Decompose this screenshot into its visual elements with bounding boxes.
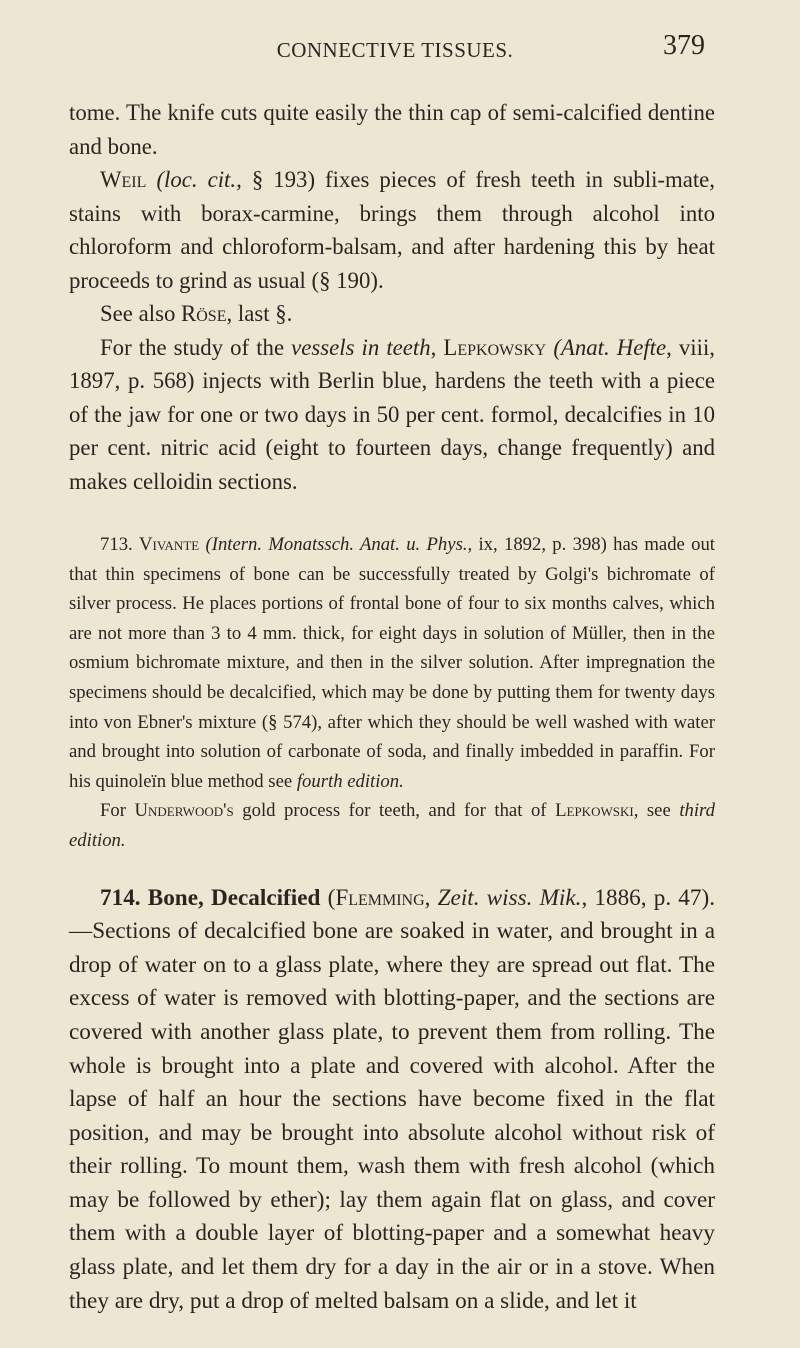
author-name: Röse	[181, 301, 227, 326]
paragraph-text: gold process for teeth, and for that of	[233, 800, 556, 822]
continued-section	[69, 96, 715, 498]
paragraph-text: ,	[424, 884, 438, 911]
section-title: Bone, Decalcified	[147, 884, 321, 911]
body-text	[69, 96, 715, 1318]
running-head: CONNECTIVE TISSUES.	[276, 38, 514, 62]
author-name: Weil	[100, 167, 147, 192]
paragraph-text: ,	[430, 334, 444, 360]
section-number: 714.	[100, 884, 141, 911]
paragraph-continuation	[69, 96, 715, 163]
citation: (Intern. Monatssch. Anat. u. Phys.,	[205, 534, 473, 555]
paragraph-text: (	[320, 884, 336, 911]
page-header	[0, 30, 800, 78]
section-714	[69, 882, 715, 1319]
paragraph-text: § 193) fixes pieces of fresh teeth in subli-mate, stains with borax-carmine, brings them through alcohol into chloroform and chloroform-balsam, and after hardening this by heat proceeds to grind as usual (§ 190).	[69, 167, 716, 293]
author-name: Vivante	[139, 534, 200, 555]
citation: (Anat. Hefte	[546, 334, 667, 360]
author-name: Lepkowski	[555, 800, 634, 822]
paragraph-text: , last §.	[226, 301, 293, 326]
emphasis: third edition.	[69, 800, 715, 851]
paragraph-text: See also	[100, 301, 182, 326]
emphasis: fourth edition.	[296, 770, 404, 792]
citation: (loc. cit.,	[156, 167, 242, 192]
page-number: 379	[663, 30, 705, 61]
section-number: 713.	[100, 534, 133, 555]
emphasis: vessels in teeth	[291, 334, 431, 360]
paragraph-flemming	[69, 882, 715, 1319]
paragraph-text: , viii, 1897, p. 568) injects with Berlin blue, hardens the teeth with a piece of the jaw for one or two days in 50 per cent. formol, decalcifies in 10 per cent. nitric acid (eight to fourteen days, change frequently) and makes celloidin sections.	[69, 334, 715, 494]
citation: Zeit. wiss. Mik.	[437, 884, 582, 911]
paragraph-text: , see	[633, 800, 680, 822]
paragraph-text: , 1886, p. 47).—Sections of decalcified bone are soaked in water, and brought in a drop of water on to a glass plate, where they are spread out flat. The excess of water is removed with blotting-paper, and the sections are covered with another glass plate, to prevent them from rolling. The whole is brought into a plate and covered with alcohol. After the lapse of half an hour the sections have become fixed in the flat position, and may be brought into absolute alcohol without risk of their rolling. To mount them, wash them with fresh alcohol (which may be followed by ether); lay them again flat on glass, and cover them with a double layer of blotting-paper and a somewhat heavy glass plate, and let them dry for a day in the air or in a stove. When they are dry, put a drop of melted balsam on a slide, and let it	[69, 884, 716, 1314]
paragraph-text: For the study of the	[100, 334, 292, 360]
paragraph-text: tome. The knife cuts quite easily the thin cap of semi-calcified dentine and bone.	[69, 100, 715, 159]
paragraph-vivante	[69, 530, 715, 796]
author-name: Lepkowsky	[443, 334, 547, 360]
author-name: Underwood's	[134, 800, 234, 822]
author-name: Flemming	[335, 884, 425, 911]
paragraph-text: ix, 1892, p. 398) has made out that thin specimens of bone can be successfully treated by Golgi's bichromate of silver process. He places portions of frontal bone of four to six months calves, which are not more than 3 to 4 mm. thick, for eight days in solution of Müller, then in the osmium bichromate mixture, and then in the silver solution. After impregnation the specimens should be decalcified, which may be done by putting them for twenty days into von Ebner's mixture (§ 574), after which they should be well washed with water and brought into solution of carbonate of soda, and finally imbedded in paraffin. For his quinoleïn blue method see	[69, 534, 715, 792]
section-713	[69, 530, 715, 856]
paragraph-text: For	[100, 800, 135, 822]
paragraph-rose	[69, 297, 715, 331]
paragraph-underwood	[69, 796, 715, 855]
paragraph-weil	[69, 163, 715, 297]
paragraph-lepkowsky	[69, 331, 715, 499]
